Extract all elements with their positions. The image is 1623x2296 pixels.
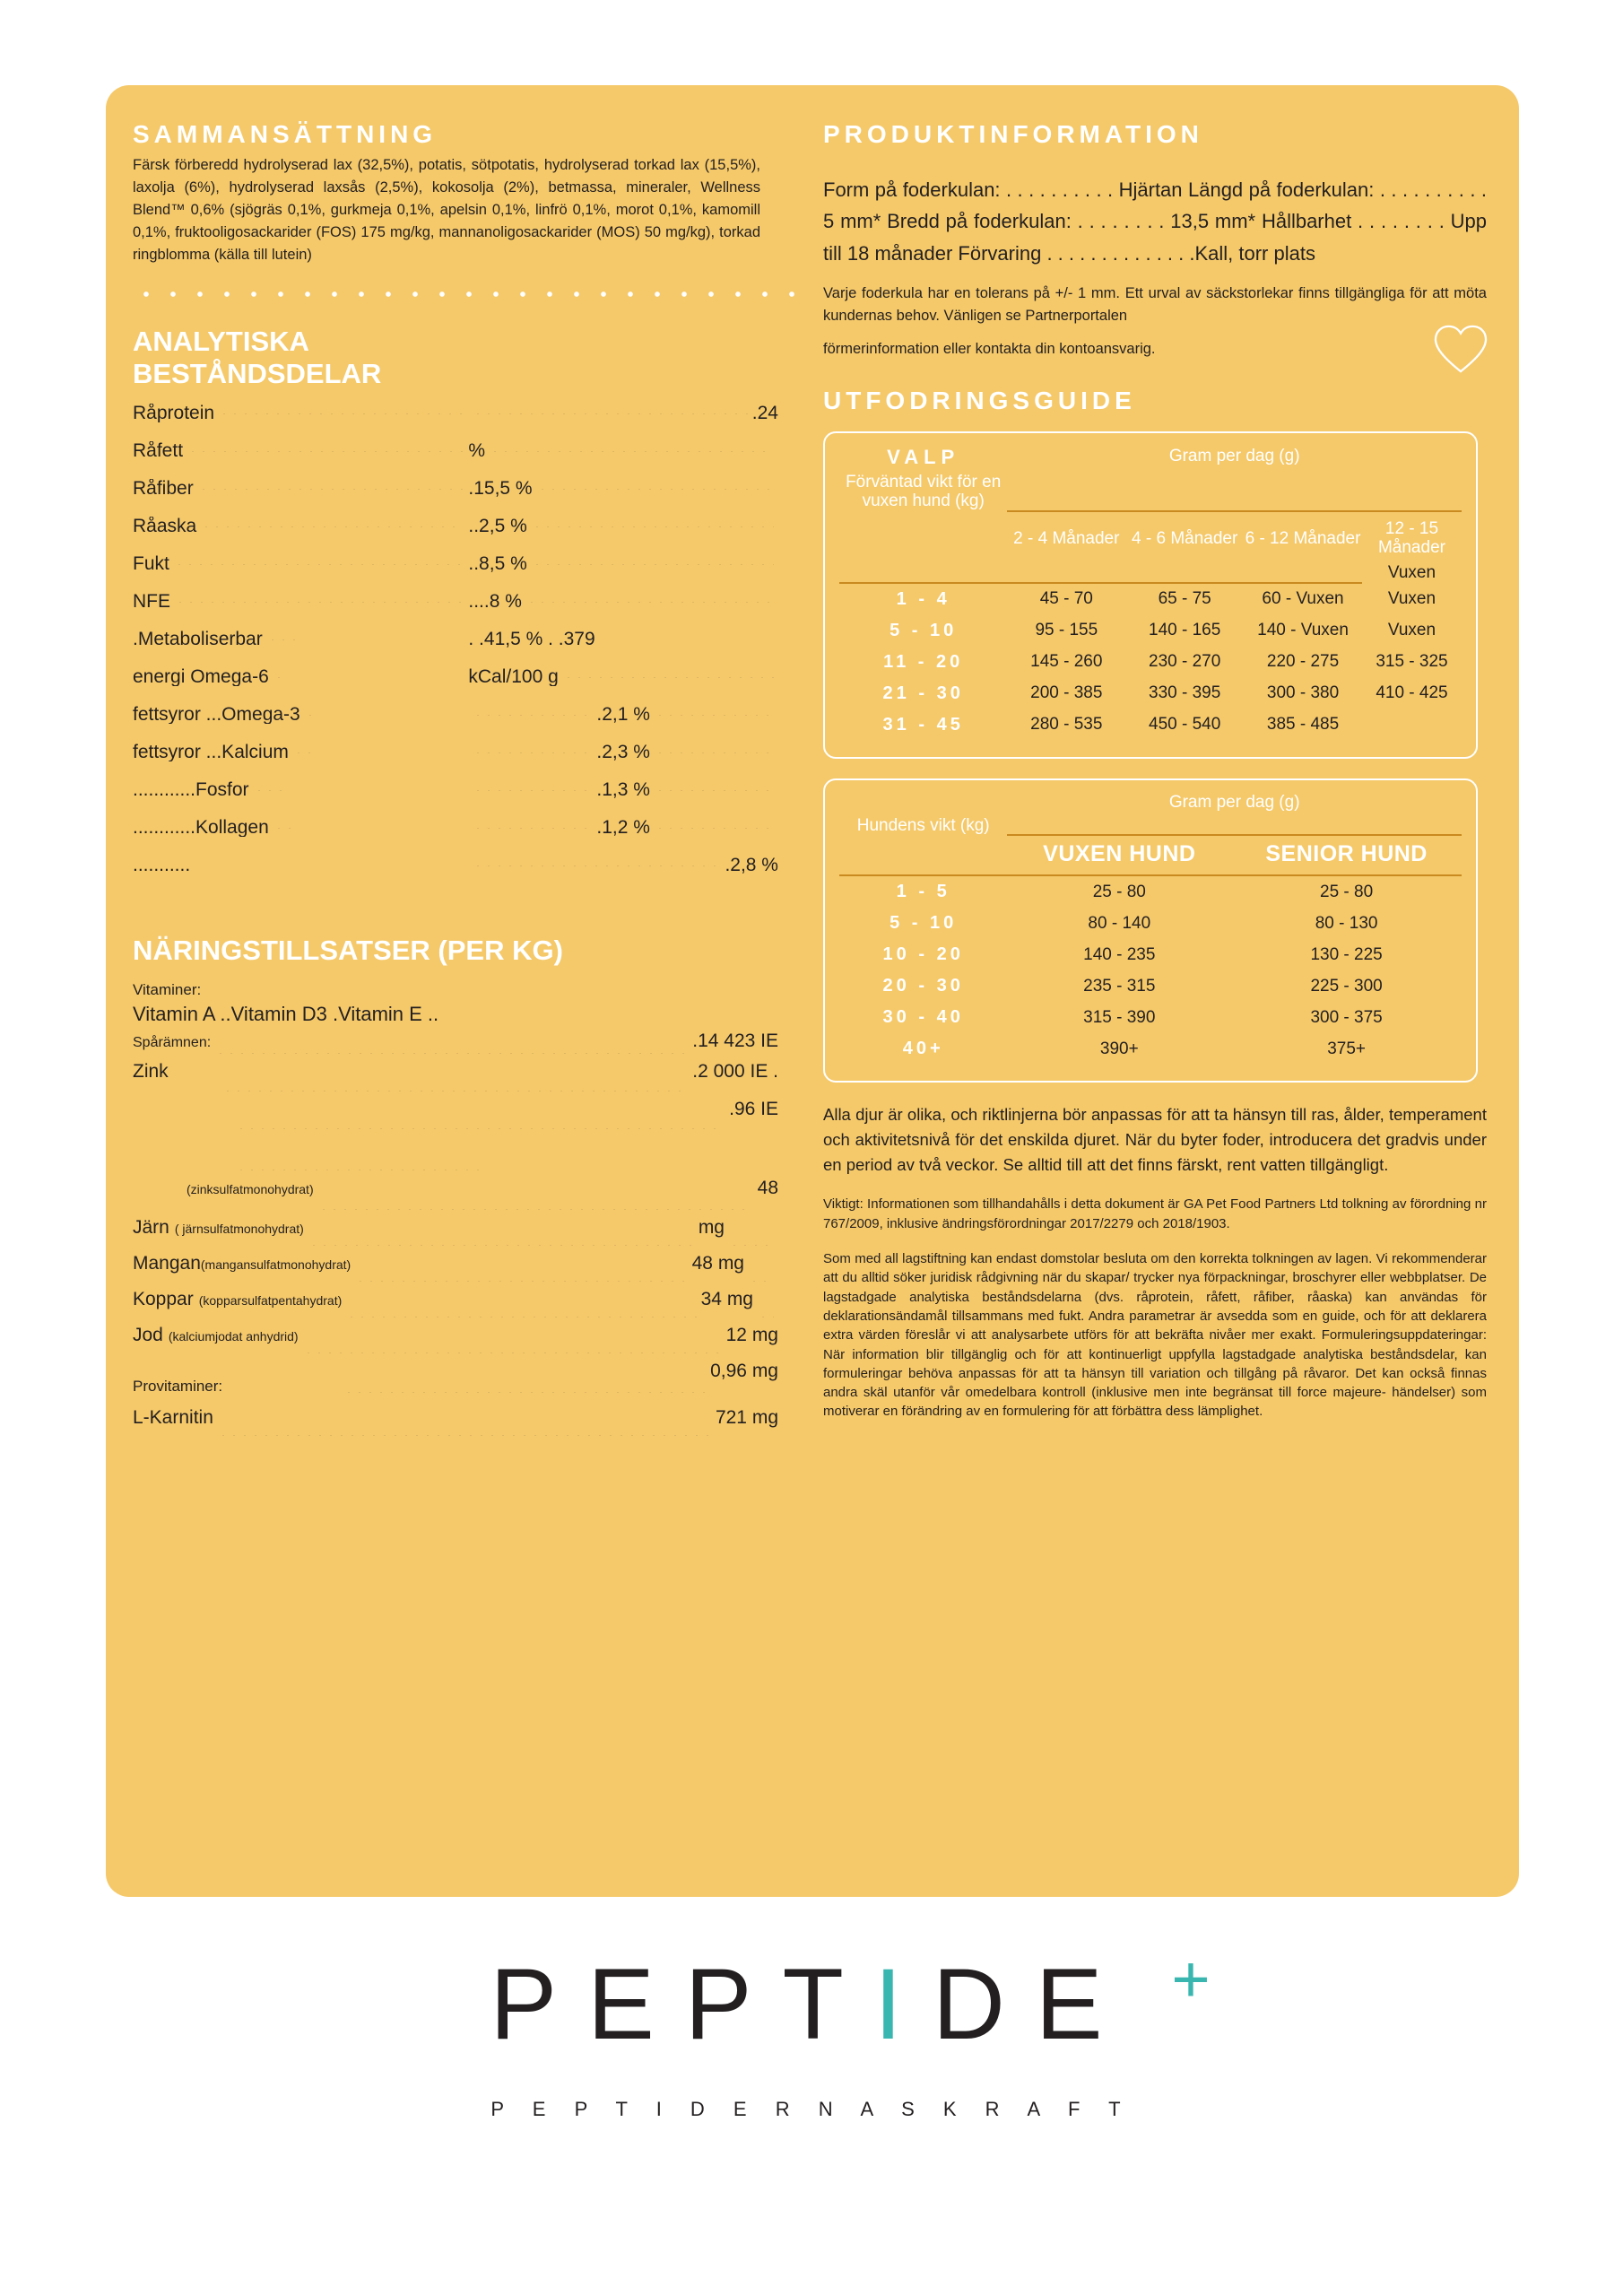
cell: 385 - 485	[1266, 715, 1340, 735]
row-value: kCal/100 g	[468, 667, 559, 687]
row-sublabel: (kopparsulfatpentahydrat)	[198, 1293, 343, 1309]
leader-dots	[655, 828, 774, 829]
product-info-text: Form på foderkulan: . . . . . . . . . . Hjärtan Längd på foderkulan: . . . . . . . . . . 5 mm* Bredd på foderkulan: . . . . . . . . 13,5 mm* Hållbarhet . . . . . . . . Upp till 18 månader Förvaring . . . . . . . . . . . . . .Kall, torr plats	[823, 178, 1487, 265]
cell: 315 - 390	[1083, 1007, 1156, 1027]
cell: 145 - 260	[1030, 652, 1103, 672]
lcarnitine-row	[133, 1408, 778, 1444]
cell: 330 - 395	[1149, 683, 1221, 703]
row-label: Jod	[133, 1325, 163, 1346]
row-label: Råprotein	[133, 404, 215, 423]
product-info-heading: PRODUKTINFORMATION	[823, 120, 1203, 148]
cell: 280 - 535	[1030, 715, 1103, 735]
plus-icon: +	[1171, 1942, 1211, 2016]
gram-per-day-header: Gram per dag (g)	[1168, 446, 1300, 465]
table-row	[133, 743, 778, 780]
table-row	[839, 970, 1462, 1002]
row-label: fettsyror ...Omega-3	[133, 705, 300, 725]
adult-weight: 1 - 5	[896, 882, 950, 902]
row-value: 0,96 mg	[710, 1361, 778, 1382]
row-label: .Metaboliserbar	[133, 630, 263, 649]
cell: 300 - 375	[1310, 1007, 1383, 1027]
table-row	[133, 517, 778, 554]
leader-dots	[346, 1317, 696, 1318]
leader-dots	[473, 828, 592, 829]
leader-dots	[655, 752, 774, 753]
cell: 95 - 155	[1035, 621, 1098, 640]
table-row	[133, 856, 778, 893]
leader-dots	[219, 413, 464, 414]
provitamins-group-label: Provitaminer:	[133, 1378, 223, 1396]
cell: 130 - 225	[1310, 944, 1383, 964]
row-sublabel: (zinksulfatmonohydrat)	[187, 1182, 314, 1197]
leader-dots	[254, 790, 290, 791]
row-value: 48	[757, 1178, 778, 1199]
leader-dots	[236, 1128, 725, 1129]
leader-dots	[201, 526, 464, 527]
cell: 140 - Vuxen	[1257, 621, 1349, 640]
adult-weight: 10 - 20	[882, 944, 964, 965]
row-value: 34 mg	[700, 1289, 753, 1310]
cell: 140 - 165	[1149, 621, 1221, 640]
logo-letter-e1: E	[587, 1948, 685, 2060]
row-label: fettsyror ...Kalcium	[133, 743, 289, 762]
table-row	[839, 1033, 1462, 1065]
analytical-table	[133, 404, 778, 893]
cell: 225 - 300	[1310, 976, 1383, 996]
leader-dots	[729, 1245, 774, 1246]
leader-dots	[473, 790, 592, 791]
table-row	[133, 1178, 778, 1218]
row-value: mg	[698, 1217, 725, 1239]
lcarnitine-value: 721 mg	[715, 1407, 778, 1429]
leader-dots	[473, 413, 747, 414]
puppy-weight: 1 - 4	[896, 588, 950, 609]
table-row	[133, 1254, 778, 1290]
row-sublabel: (mangansulfatmonohydrat)	[200, 1257, 352, 1273]
leader-dots	[563, 677, 774, 678]
leader-dots	[267, 639, 298, 640]
brand-tagline: P E P T I D E R N A S K R A F T	[490, 2098, 1133, 2120]
row-label: energi Omega-6	[133, 667, 269, 687]
cell: 450 - 540	[1149, 715, 1221, 735]
leader-dots	[273, 677, 286, 678]
feeding-guidance-text: Alla djur är olika, och riktlinjerna bör anpassas för att ta hänsyn till ras, ålder, temperament och aktivitetsnivå för det enskilda djuret. När du byter foder, introducera det gradvis under en period av två veckor. Se alltid till att det finns färskt, rent vatten tillgängligt.	[823, 1105, 1487, 1174]
logo-letter-t: T	[782, 1948, 874, 2060]
leader-dots	[532, 526, 774, 527]
table-row	[133, 1290, 778, 1326]
table-row	[839, 678, 1462, 709]
cell: 25 - 80	[1092, 882, 1146, 901]
cell: 220 - 275	[1266, 652, 1340, 672]
heart-icon	[1433, 323, 1488, 375]
leader-dots	[473, 752, 592, 753]
adult-weight: 30 - 40	[882, 1007, 964, 1028]
brand-wordmark	[490, 1942, 1211, 2062]
table-row	[133, 705, 778, 743]
puppy-weight: 21 - 30	[882, 683, 964, 703]
analytical-heading: ANALYTISKA BESTÅNDSDELAR	[133, 326, 382, 389]
row-value: . .41,5 % . .379	[468, 630, 595, 649]
leader-dots	[303, 1352, 722, 1353]
puppy-weight: 31 - 45	[882, 714, 964, 735]
product-info-note: Varje foderkula har en tolerans på +/- 1 mm. Ett urval av säckstorlekar finns tillgängliga för att möta kundernas behov. Vänligen se Partnerportalen	[823, 284, 1487, 324]
blank-leader-row	[133, 1137, 778, 1178]
row-label: Koppar	[133, 1289, 194, 1310]
leader-dots	[175, 602, 464, 603]
cell: 65 - 75	[1158, 589, 1211, 609]
cell: 80 - 140	[1088, 913, 1151, 933]
adult-col-header: SENIOR HUND	[1265, 841, 1428, 867]
composition-heading: SAMMANSÄTTNING	[133, 120, 438, 148]
cell: 390+	[1099, 1039, 1139, 1058]
cell: 230 - 270	[1149, 652, 1221, 672]
cell: 235 - 315	[1083, 976, 1156, 996]
leader-dots	[526, 602, 774, 603]
extra-value-row	[133, 1100, 778, 1137]
row-label: ............Fosfor	[133, 780, 249, 800]
row-value: ..2,5 %	[468, 517, 527, 536]
cell: 200 - 385	[1030, 683, 1103, 703]
trace-group-label: Spårämnen:	[133, 1035, 212, 1051]
gram-per-day-header: Gram per dag (g)	[1168, 792, 1300, 812]
row-label: Fukt	[133, 554, 169, 574]
puppy-last-col-value: Vuxen	[1387, 562, 1436, 582]
adult-corner-label: Hundens vikt (kg)	[856, 815, 990, 835]
table-row	[133, 592, 778, 630]
puppy-weight: 11 - 20	[883, 651, 964, 672]
table-row	[133, 554, 778, 592]
cell: 315 - 325	[1376, 652, 1448, 672]
table-row	[839, 908, 1462, 939]
puppy-corner-label: Förväntad vikt för en vuxen hund (kg)	[846, 472, 1002, 511]
leader-dots	[473, 715, 592, 716]
table-row	[839, 709, 1462, 741]
row-value: .15,5 %	[468, 479, 533, 499]
table-row	[839, 647, 1462, 678]
row-sublabel: (kalciumjodat anhydrid)	[168, 1329, 299, 1344]
row-label: ............Kollagen	[133, 818, 269, 838]
row-value: .2,3 %	[596, 743, 650, 762]
row-value: %	[468, 441, 486, 461]
leader-dots	[305, 715, 317, 716]
table-row	[133, 1326, 778, 1361]
left-column	[133, 85, 814, 1444]
cell: 80 - 130	[1315, 913, 1378, 933]
logo-letter-d: D	[933, 1948, 1036, 2060]
cell: 300 - 380	[1266, 683, 1340, 703]
row-label: Järn	[133, 1217, 169, 1239]
zink-label: Zink	[133, 1061, 169, 1083]
leader-dots	[293, 752, 315, 753]
info-panel	[106, 85, 1519, 1897]
adult-weight: 20 - 30	[882, 976, 964, 996]
zink-value: .2 000 IE .	[692, 1061, 778, 1083]
row-value: .2,8 %	[725, 856, 778, 875]
row-value: ..8,5 %	[468, 554, 527, 574]
cell: Vuxen	[1387, 621, 1436, 640]
row-value: .1,3 %	[596, 780, 650, 800]
table-row	[839, 1002, 1462, 1033]
leader-dots	[490, 451, 774, 452]
table-row	[133, 780, 778, 818]
zink-row	[133, 1062, 778, 1100]
table-row	[133, 441, 778, 479]
table-row	[133, 630, 778, 667]
table-row	[839, 583, 1462, 615]
row-label: Råfiber	[133, 479, 194, 499]
puppy-col-header: 12 - 15 Månader	[1377, 519, 1445, 558]
trace-group-row	[133, 1031, 778, 1062]
row-value: .2,1 %	[596, 705, 650, 725]
logo-letter-p2: P	[684, 1948, 783, 2060]
additives-block	[133, 981, 778, 1444]
leader-dots	[749, 1281, 774, 1282]
row-value: 12 mg	[725, 1325, 778, 1346]
extra-value: .96 IE	[729, 1099, 778, 1120]
leader-dots	[187, 451, 464, 452]
puppy-col-header: 4 - 6 Månader	[1132, 528, 1238, 548]
puppy-col-header: 2 - 4 Månader	[1013, 528, 1120, 548]
row-label: Råfett	[133, 441, 184, 461]
cell: 140 - 235	[1083, 944, 1156, 964]
leader-dots	[532, 564, 774, 565]
adult-col-header: VUXEN HUND	[1043, 841, 1196, 867]
legal-text-2: Som med all lagstiftning kan endast domstolar besluta om den korrekta tolkningen av lagen. Vi rekommenderar att du alltid söker juridisk rådgivning när du skapar/ trycker nya förpackningar, broschyrer eller webbplatser. De lagstadgade analytiska beståndsdelarna (dvs. råprotein, råfett, råfiber, råaska) kan användas för deklarationsändamål tillsammans med fukt. Andra parametrar är avsedda som en guide, och för att deklarera extra värden föreslår vi att analysarbete utförs för att bekräfta nivåer mer exakt. Formuleringsuppdateringar: När information blir tillgänglig och för att kontinuerligt uppfylla lagstadgade analytiska beståndsdelar, kan formuleringar behöva anpassas för att ta hänsyn till variation och tillgång på råvaror. Det kan också finnas andra skäl utanför vår omedelbara kontroll (inklusive men inte begränsat till force majeure- händelser) som motiverar en förändring av en formulering för att förbättra dess lämplighet.	[823, 1251, 1487, 1420]
puppy-feeding-table	[823, 431, 1478, 759]
leader-dots	[174, 564, 464, 565]
logo-letter-e2: E	[1035, 1948, 1133, 2060]
leader-dots	[343, 1392, 706, 1393]
row-value: ....8 %	[468, 592, 522, 612]
brand-logo	[0, 1942, 1623, 2121]
composition-text: Färsk förberedd hydrolyserad lax (32,5%), potatis, sötpotatis, hydrolyserad torkad lax (15,5%), laxolja (6%), hydrolyserad laxsås (2,5%), kokosolja (2%), betmassa, mineraler, Wellness Blend™ 0,6% (sjögräs 0,1%, gurkmeja 0,1%, apelsin 0,1%, linfrö 0,1%, morot 0,1%, kamomill 0,1%, fruktooligosackarider (FOS) 175 mg/kg, mannanoligosackarider (MOS) 50 mg/kg), torkad ringblomma (källa till lutein)	[133, 156, 760, 264]
leader-dots	[273, 828, 297, 829]
leader-dots	[655, 715, 774, 716]
row-label: Mangan	[133, 1253, 201, 1274]
puppy-weight: 5 - 10	[890, 620, 958, 640]
feeding-guide-heading: UTFODRINGSGUIDE	[823, 386, 1136, 414]
legal-text-1: Viktigt: Informationen som tillhandahålls i detta dokument är GA Pet Food Partners Ltd tolkning av förordning nr 767/2009, inklusive ändringsförordningar 2017/2279 och 2018/1903.	[823, 1196, 1487, 1231]
row-value: .24	[751, 404, 778, 423]
table-row	[133, 479, 778, 517]
cell: Vuxen	[1387, 588, 1436, 608]
row-label: Råaska	[133, 517, 197, 536]
adult-feeding-table	[823, 778, 1478, 1083]
table-row	[133, 667, 778, 705]
row-value: .1,2 %	[596, 818, 650, 838]
leader-dots	[318, 1209, 753, 1210]
puppy-col-header: 6 - 12 Månader	[1245, 528, 1361, 548]
leader-dots	[355, 1281, 687, 1282]
table-row	[839, 939, 1462, 970]
cell: 375+	[1327, 1039, 1366, 1058]
trace-value: .14 423 IE	[692, 1031, 778, 1052]
additives-heading: NÄRINGSTILLSATSER (PER KG)	[133, 935, 563, 967]
logo-letter-p1: P	[490, 1948, 588, 2060]
product-info-note2: förmerinformation eller kontakta din kontoansvarig.	[823, 340, 1156, 357]
leader-dots	[655, 790, 774, 791]
cell: 410 - 425	[1376, 683, 1448, 703]
leader-dots	[218, 1435, 711, 1436]
right-column	[823, 85, 1505, 1422]
vitamins-line: Vitamin A ..Vitamin D3 .Vitamin E ..	[133, 1003, 439, 1026]
adult-weight: 5 - 10	[890, 913, 958, 934]
table-row	[133, 404, 778, 441]
leader-dots	[215, 1053, 688, 1054]
cell: 45 - 70	[1039, 589, 1093, 609]
dotted-divider	[133, 290, 814, 299]
vitamins-group-label: Vitaminer:	[133, 981, 202, 999]
row-sublabel: ( järnsulfatmonohydrat)	[174, 1222, 304, 1237]
table-row	[133, 818, 778, 856]
row-value: 48 mg	[691, 1253, 744, 1274]
logo-letter-i: I	[873, 1948, 933, 2060]
valp-title: VALP	[887, 445, 960, 468]
adult-weight: 40+	[902, 1039, 944, 1059]
leader-dots	[758, 1317, 774, 1318]
table-row	[839, 875, 1462, 908]
row-label: ...........	[133, 856, 191, 875]
table-row	[133, 1218, 778, 1254]
leader-dots	[308, 1245, 694, 1246]
leader-dots	[537, 489, 774, 490]
leader-dots	[473, 865, 720, 866]
cell: 25 - 80	[1320, 882, 1374, 901]
leader-dots	[198, 489, 464, 490]
table-row	[839, 615, 1462, 647]
cell: 60 - Vuxen	[1262, 589, 1344, 609]
lcarnitine-label: L-Karnitin	[133, 1407, 213, 1429]
row-label: NFE	[133, 592, 170, 612]
